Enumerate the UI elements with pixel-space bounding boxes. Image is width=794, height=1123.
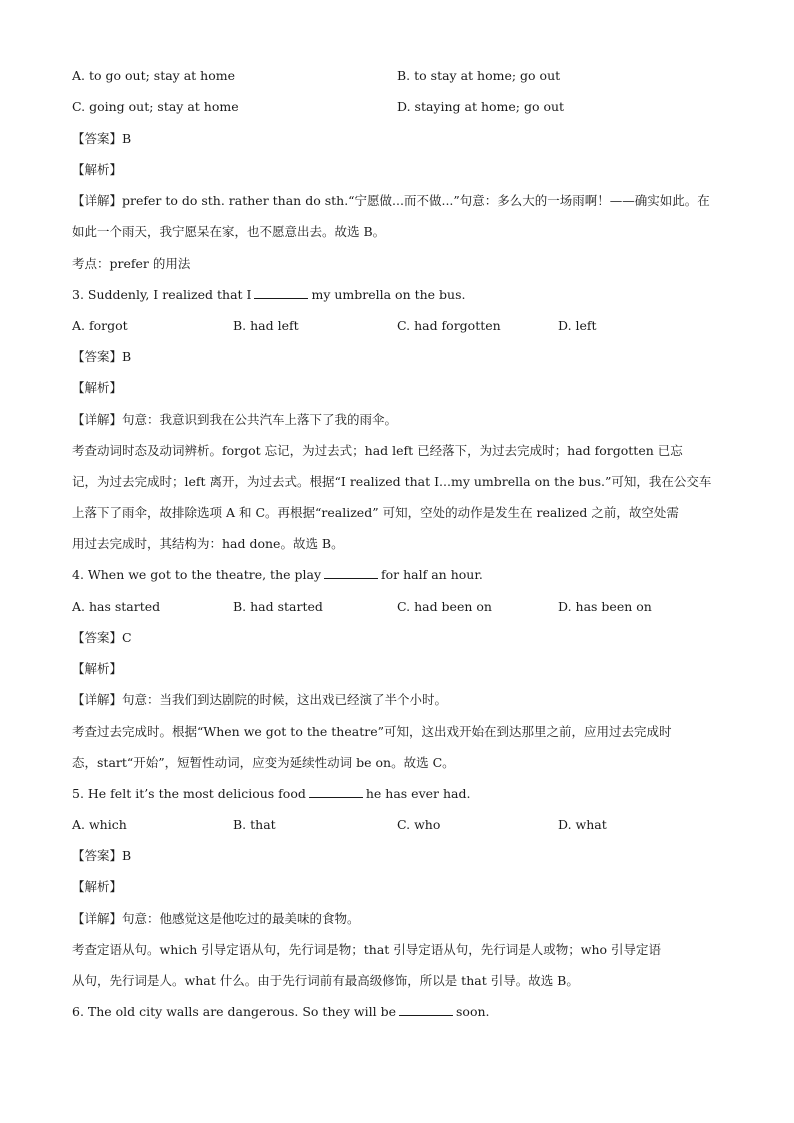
q2-answer: 【答案】B xyxy=(72,131,132,146)
q2-analysis-label: 【解析】 xyxy=(72,162,123,177)
q4-answer: 【答案】C xyxy=(72,630,132,645)
q5-option-b: B. that xyxy=(233,817,276,832)
q2-detail-line: 如此一个雨天，我宁愿呆在家，也不愿意出去。故选 B。 xyxy=(72,224,386,239)
q6-stem xyxy=(72,1003,490,1021)
q5-answer: 【答案】B xyxy=(72,848,132,863)
answer-blank xyxy=(324,566,378,579)
q3-answer: 【答案】B xyxy=(72,349,132,364)
q5-option-d: D. what xyxy=(558,817,607,832)
q5-detail-line: 考查定语从句。which 引导定语从句，先行词是物；that 引导定语从句，先行词是人或物；who 引导定语 xyxy=(72,942,662,957)
q2-option-a: A. to go out; stay at home xyxy=(72,68,235,83)
q2-option-c: C. going out; stay at home xyxy=(72,99,239,114)
q3-detail-line: 上落下了雨伞，故排除选项 A 和 C。再根据“realized” 可知，空处的动作是发生在 realized 之前，故空处需 xyxy=(72,505,679,520)
q3-option-a: A. forgot xyxy=(72,318,128,333)
answer-blank xyxy=(309,785,363,798)
q5-analysis-label: 【解析】 xyxy=(72,879,123,894)
q4-analysis-label: 【解析】 xyxy=(72,661,123,676)
q4-stem-start: 4. When we got to the theatre, the play xyxy=(72,567,322,582)
q3-detail-line: 【详解】句意：我意识到我在公共汽车上落下了我的雨伞。 xyxy=(72,412,398,427)
q4-stem-end: for half an hour. xyxy=(381,567,483,582)
q5-option-c: C. who xyxy=(397,817,441,832)
q3-stem-end: my umbrella on the bus. xyxy=(311,287,466,302)
q4-detail-line: 考查过去完成时。根据“When we got to the theatre”可知，这出戏开始在到达那里之前，应用过去完成时 xyxy=(72,724,672,739)
q3-option-c: C. had forgotten xyxy=(397,318,501,333)
q3-analysis-label: 【解析】 xyxy=(72,380,123,395)
q5-detail-line: 从句，先行词是人。what 什么。由于先行词前有最高级修饰，所以是 that 引导。故选 B。 xyxy=(72,973,579,988)
q2-option-b: B. to stay at home; go out xyxy=(397,68,561,83)
q3-option-b: B. had left xyxy=(233,318,299,333)
q3-detail-line: 考查动词时态及动词辨析。forgot 忘记，为过去式；had left 已经落下，为过去完成时；had forgotten 已忘 xyxy=(72,443,683,458)
q6-stem-end: soon. xyxy=(456,1004,490,1019)
q5-stem xyxy=(72,785,470,803)
q4-stem xyxy=(72,566,483,584)
q5-stem-end: he has ever had. xyxy=(365,786,471,801)
q5-option-a: A. which xyxy=(72,817,127,832)
q3-detail-line: 用过去完成时，其结构为：had done。故选 B。 xyxy=(72,536,344,551)
q2-option-d: D. staying at home; go out xyxy=(397,99,565,114)
q3-detail-line: 记，为过去完成时；left 离开，为过去式。根据“I realized that I...my umbrella on the bus.”可知，我在公交车 xyxy=(72,474,712,489)
q4-option-d: D. has been on xyxy=(558,599,652,614)
q4-detail-line: 【详解】句意：当我们到达剧院的时候，这出戏已经演了半个小时。 xyxy=(72,692,448,707)
q5-stem-start: 5. He felt it’s the most delicious food xyxy=(72,786,306,801)
answer-blank xyxy=(254,286,308,299)
answer-blank xyxy=(399,1003,453,1016)
q4-option-c: C. had been on xyxy=(397,599,492,614)
q4-option-b: B. had started xyxy=(233,599,323,614)
q5-detail-line: 【详解】句意：他感觉这是他吃过的最美味的食物。 xyxy=(72,911,360,926)
q3-stem-start: 3. Suddenly, I realized that I xyxy=(72,287,252,302)
q3-stem xyxy=(72,286,466,304)
q4-option-a: A. has started xyxy=(72,599,161,614)
q2-detail-line: 【详解】prefer to do sth. rather than do sth.“宁愿做...而不做...”句意：多么大的一场雨啊！——确实如此。在 xyxy=(72,193,710,208)
q3-option-d: D. left xyxy=(558,318,597,333)
q6-stem-start: 6. The old city walls are dangerous. So they will be xyxy=(72,1004,396,1019)
q4-detail-line: 态，start“开始”，短暂性动词，应变为延续性动词 be on。故选 C。 xyxy=(72,755,455,770)
q2-point: 考点：prefer 的用法 xyxy=(72,256,191,271)
